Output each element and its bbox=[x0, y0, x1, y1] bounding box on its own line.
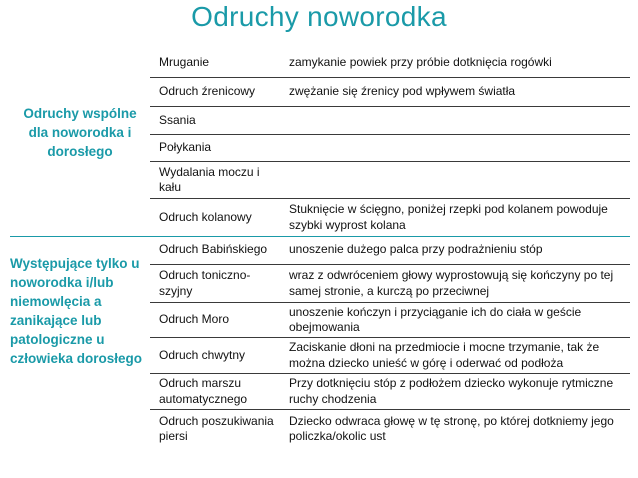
table-row bbox=[150, 199, 630, 236]
reflex-description: zwężanie się źrenicy pod wpływem światła bbox=[289, 84, 516, 99]
reflex-name: Mruganie bbox=[159, 54, 210, 69]
table-row bbox=[150, 374, 630, 410]
reflex-description bbox=[289, 135, 625, 161]
table-row bbox=[150, 265, 630, 303]
reflex-description bbox=[289, 107, 625, 134]
reflex-description bbox=[289, 162, 625, 198]
reflex-description: Stuknięcie w ścięgno, poniżej rzepki pod kolanem powoduje szybki wyprost kolana bbox=[289, 202, 608, 232]
reflex-name: Ssania bbox=[159, 112, 196, 127]
table-row bbox=[150, 338, 630, 374]
group-label-common: Odruchy wspólne dla noworodka i dorosłego bbox=[23, 106, 137, 159]
table-row bbox=[150, 410, 630, 448]
reflex-name: Odruch chwytny bbox=[159, 347, 246, 362]
reflex-description: unoszenie dużego palca przy podrażnieniu stóp bbox=[289, 242, 543, 257]
reflex-name: Odruch marszu automatycznego bbox=[159, 376, 248, 406]
reflex-name: Odruch toniczno-szyjny bbox=[159, 268, 251, 298]
table-row bbox=[150, 107, 630, 135]
table-row bbox=[150, 236, 630, 265]
table-row bbox=[150, 162, 630, 199]
table-row bbox=[150, 135, 630, 162]
reflex-name: Wydalania moczu i kału bbox=[159, 164, 260, 194]
reflex-description: Przy dotknięciu stóp z podłożem dziecko wykonuje rytmiczne ruchy chodzenia bbox=[289, 376, 614, 406]
reflex-name: Połykania bbox=[159, 140, 212, 155]
reflex-name: Odruch Babińskiego bbox=[159, 242, 268, 257]
reflex-description: Zaciskanie dłoni na przedmiocie i mocne trzymanie, tak że można dziecko unieść w górę i oderwać od podłoża bbox=[289, 340, 600, 370]
reflex-name: Odruch źrenicowy bbox=[159, 84, 256, 99]
reflex-description: zamykanie powiek przy próbie dotknięcia rogówki bbox=[289, 54, 552, 69]
reflex-description: Dziecko odwraca głowę w tę stronę, po której dotkniemy jego policzka/okolic ust bbox=[289, 413, 614, 443]
reflex-description: wraz z odwróceniem głowy wyprostowują się kończyny po tej samej stronie, a kurczą po przeciwnej bbox=[289, 268, 614, 298]
group-label-infant-only: Występujące tylko u noworodka i/lub niemowlęcia a zanikające lub patologiczne u człowieka dorosłego bbox=[10, 256, 143, 366]
page-title: Odruchy noworodka bbox=[191, 1, 447, 32]
reflex-name: Odruch kolanowy bbox=[159, 209, 252, 224]
table-row bbox=[150, 78, 630, 107]
table-row bbox=[150, 303, 630, 338]
reflex-name: Odruch Moro bbox=[159, 312, 230, 327]
reflex-name: Odruch poszukiwania piersi bbox=[159, 413, 274, 443]
reflex-description: unoszenie kończyn i przyciąganie ich do ciała w geście obejmowania bbox=[289, 304, 582, 334]
table-row bbox=[150, 48, 630, 78]
